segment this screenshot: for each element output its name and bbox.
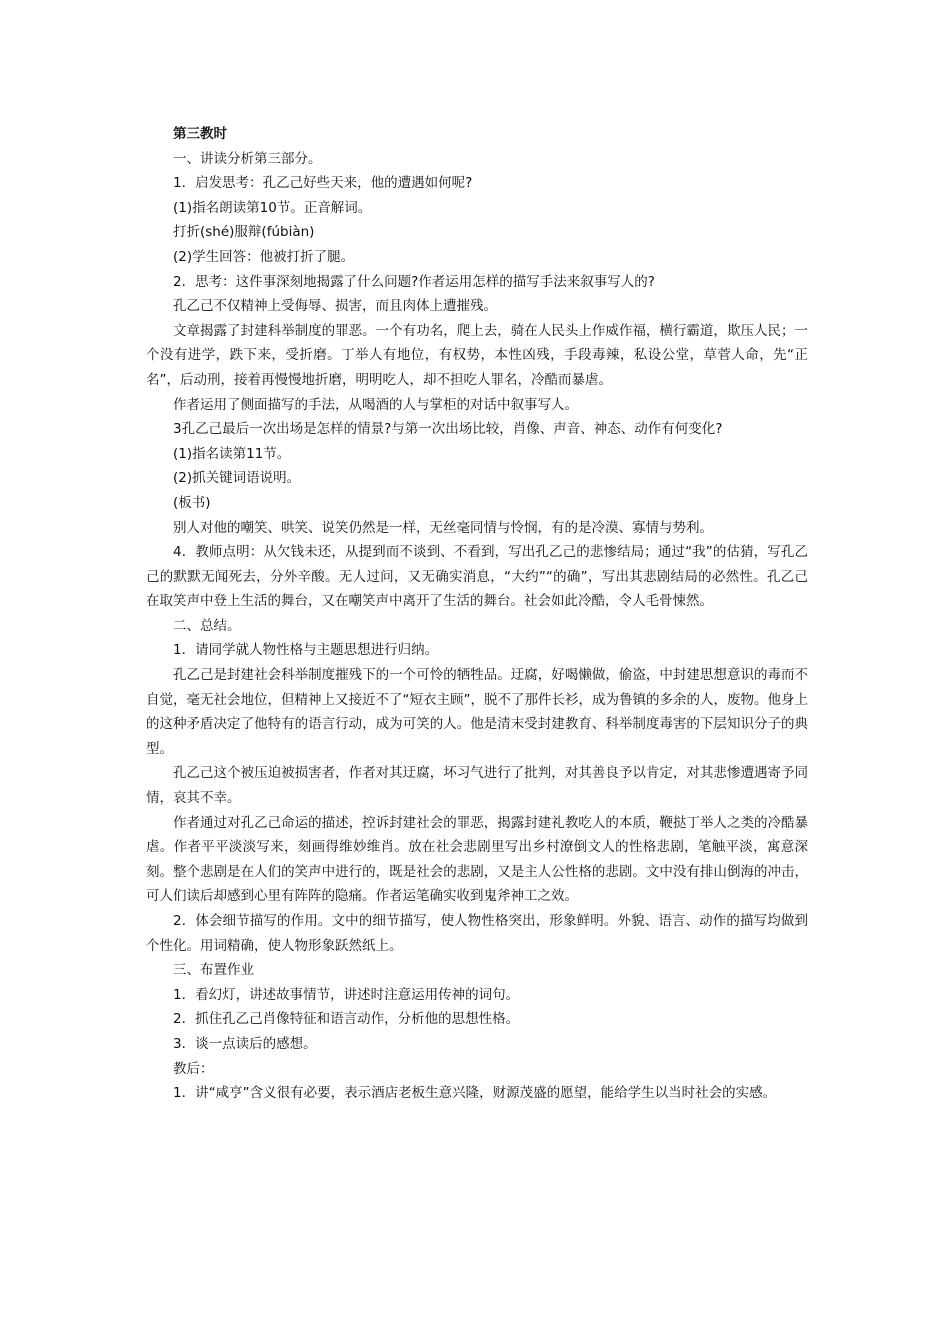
paragraph: 孔乙己这个被压迫被损害者，作者对其迂腐，坏习气进行了批判，对其善良予以肯定，对其悲惨遭遇寄予同情，哀其不幸。 xyxy=(146,765,808,807)
paragraph: 教后： xyxy=(173,1060,214,1077)
paragraph: 1．启发思考：孔乙己好些天来，他的遭遇如何呢? xyxy=(173,175,473,192)
lesson-title: 第三教时 xyxy=(173,126,227,142)
paragraph: 1．看幻灯，讲述故事情节，讲述时注意运用传神的词句。 xyxy=(173,986,520,1003)
paragraph: 2．思考：这件事深刻地揭露了什么问题?作者运用怎样的描写手法来叙事写人的? xyxy=(173,273,655,290)
paragraph: 三、布置作业 xyxy=(173,962,254,979)
paragraph: (1)指名朗读第10节。正音解词。 xyxy=(173,199,372,216)
paragraph: 打折(shé)服辩(fúbiàn) xyxy=(173,224,315,241)
paragraph: 2．体会细节描写的作用。文中的细节描写，使人物性格突出，形象鲜明。外貌、语言、动作的描写均做到个性化。用词精确，使人物形象跃然纸上。 xyxy=(146,913,808,954)
paragraph: 4．教师点明：从欠钱未还，从提到而不谈到、不看到，写出孔乙己的悲惨结局；通过“我”的估猜，写孔乙己的默默无闻死去，分外辛酸。无人过问，又无确实消息，“大约”“的确”，写出其悲剧结局的必然性。孔乙己在取笑声中登上生活的舞台，又在嘲笑声中离开了生活的舞台。社会如此冷酷，令人毛骨悚然。 xyxy=(146,544,808,610)
paragraph: 3．谈一点读后的感想。 xyxy=(173,1035,317,1052)
paragraph: 孔乙己不仅精神上受侮辱、损害，而且肉体上遭摧残。 xyxy=(173,298,497,315)
paragraph: 文章揭露了封建科举制度的罪恶。一个有功名，爬上去，骑在人民头上作威作福，横行霸道，欺压人民；一个没有进学，跌下来，受折磨。丁举人有地位，有权势，本性凶残，手段毒辣，私设公堂，草菅人命，先“正名”，后动刑，接着再慢慢地折磨，明明吃人，却不担吃人罪名，冷酷而暴虐。 xyxy=(146,322,808,388)
paragraph: (板书) xyxy=(173,494,211,511)
paragraph: 1．请同学就人物性格与主题思想进行归纳。 xyxy=(173,642,439,659)
document-page xyxy=(146,122,808,1106)
paragraph: 作者通过对孔乙己命运的描述，控诉封建社会的罪恶，揭露封建礼教吃人的本质，鞭挞丁举人之类的冷酷暴虐。作者平平淡淡写来，刻画得维妙维肖。放在社会悲剧里写出乡村潦倒文人的性格悲剧，笔触平淡，寓意深刻。整个悲剧是在人们的笑声中进行的，既是社会的悲剧，又是主人公性格的悲剧。文中没有排山倒海的冲击，可人们读后却感到心里有阵阵的隐痛。作者运笔确实收到鬼斧神工之效。 xyxy=(146,814,808,905)
paragraph: (2)学生回答：他被打折了腿。 xyxy=(173,248,355,265)
paragraph: 1．讲“咸亨”含义很有必要，表示酒店老板生意兴隆，财源茂盛的愿望，能给学生以当时社会的实感。 xyxy=(173,1085,777,1102)
paragraph: 别人对他的嘲笑、哄笑、说笑仍然是一样，无丝毫同情与怜悯，有的是冷漠、寡情与势利。 xyxy=(173,519,713,536)
paragraph: 孔乙己是封建社会科举制度摧残下的一个可怜的牺牲品。迂腐，好喝懒做，偷盗，中封建思想意识的毒而不自觉，毫无社会地位，但精神上又接近不了“短衣主顾”，脱不了那件长衫，成为鲁镇的多余的人，废物。他身上的这种矛盾决定了他特有的语言行动，成为可笑的人。他是清末受封建教育、科举制度毒害的下层知识分子的典型。 xyxy=(146,667,808,757)
paragraph: 2．抓住孔乙己肖像特征和语言动作，分析他的思想性格。 xyxy=(173,1011,520,1028)
paragraph: 二、总结。 xyxy=(173,617,241,634)
paragraph: (2)抓关键词语说明。 xyxy=(173,470,301,487)
paragraph: 一、讲读分析第三部分。 xyxy=(173,150,322,167)
paragraph: 3孔乙己最后一次出场是怎样的情景?与第一次出场比较，肖像、声音、神态、动作有何变化? xyxy=(173,421,723,438)
paragraph: 作者运用了侧面描写的手法，从喝酒的人与掌柜的对话中叙事写人。 xyxy=(173,396,578,413)
paragraph: (1)指名读第11节。 xyxy=(173,445,291,462)
